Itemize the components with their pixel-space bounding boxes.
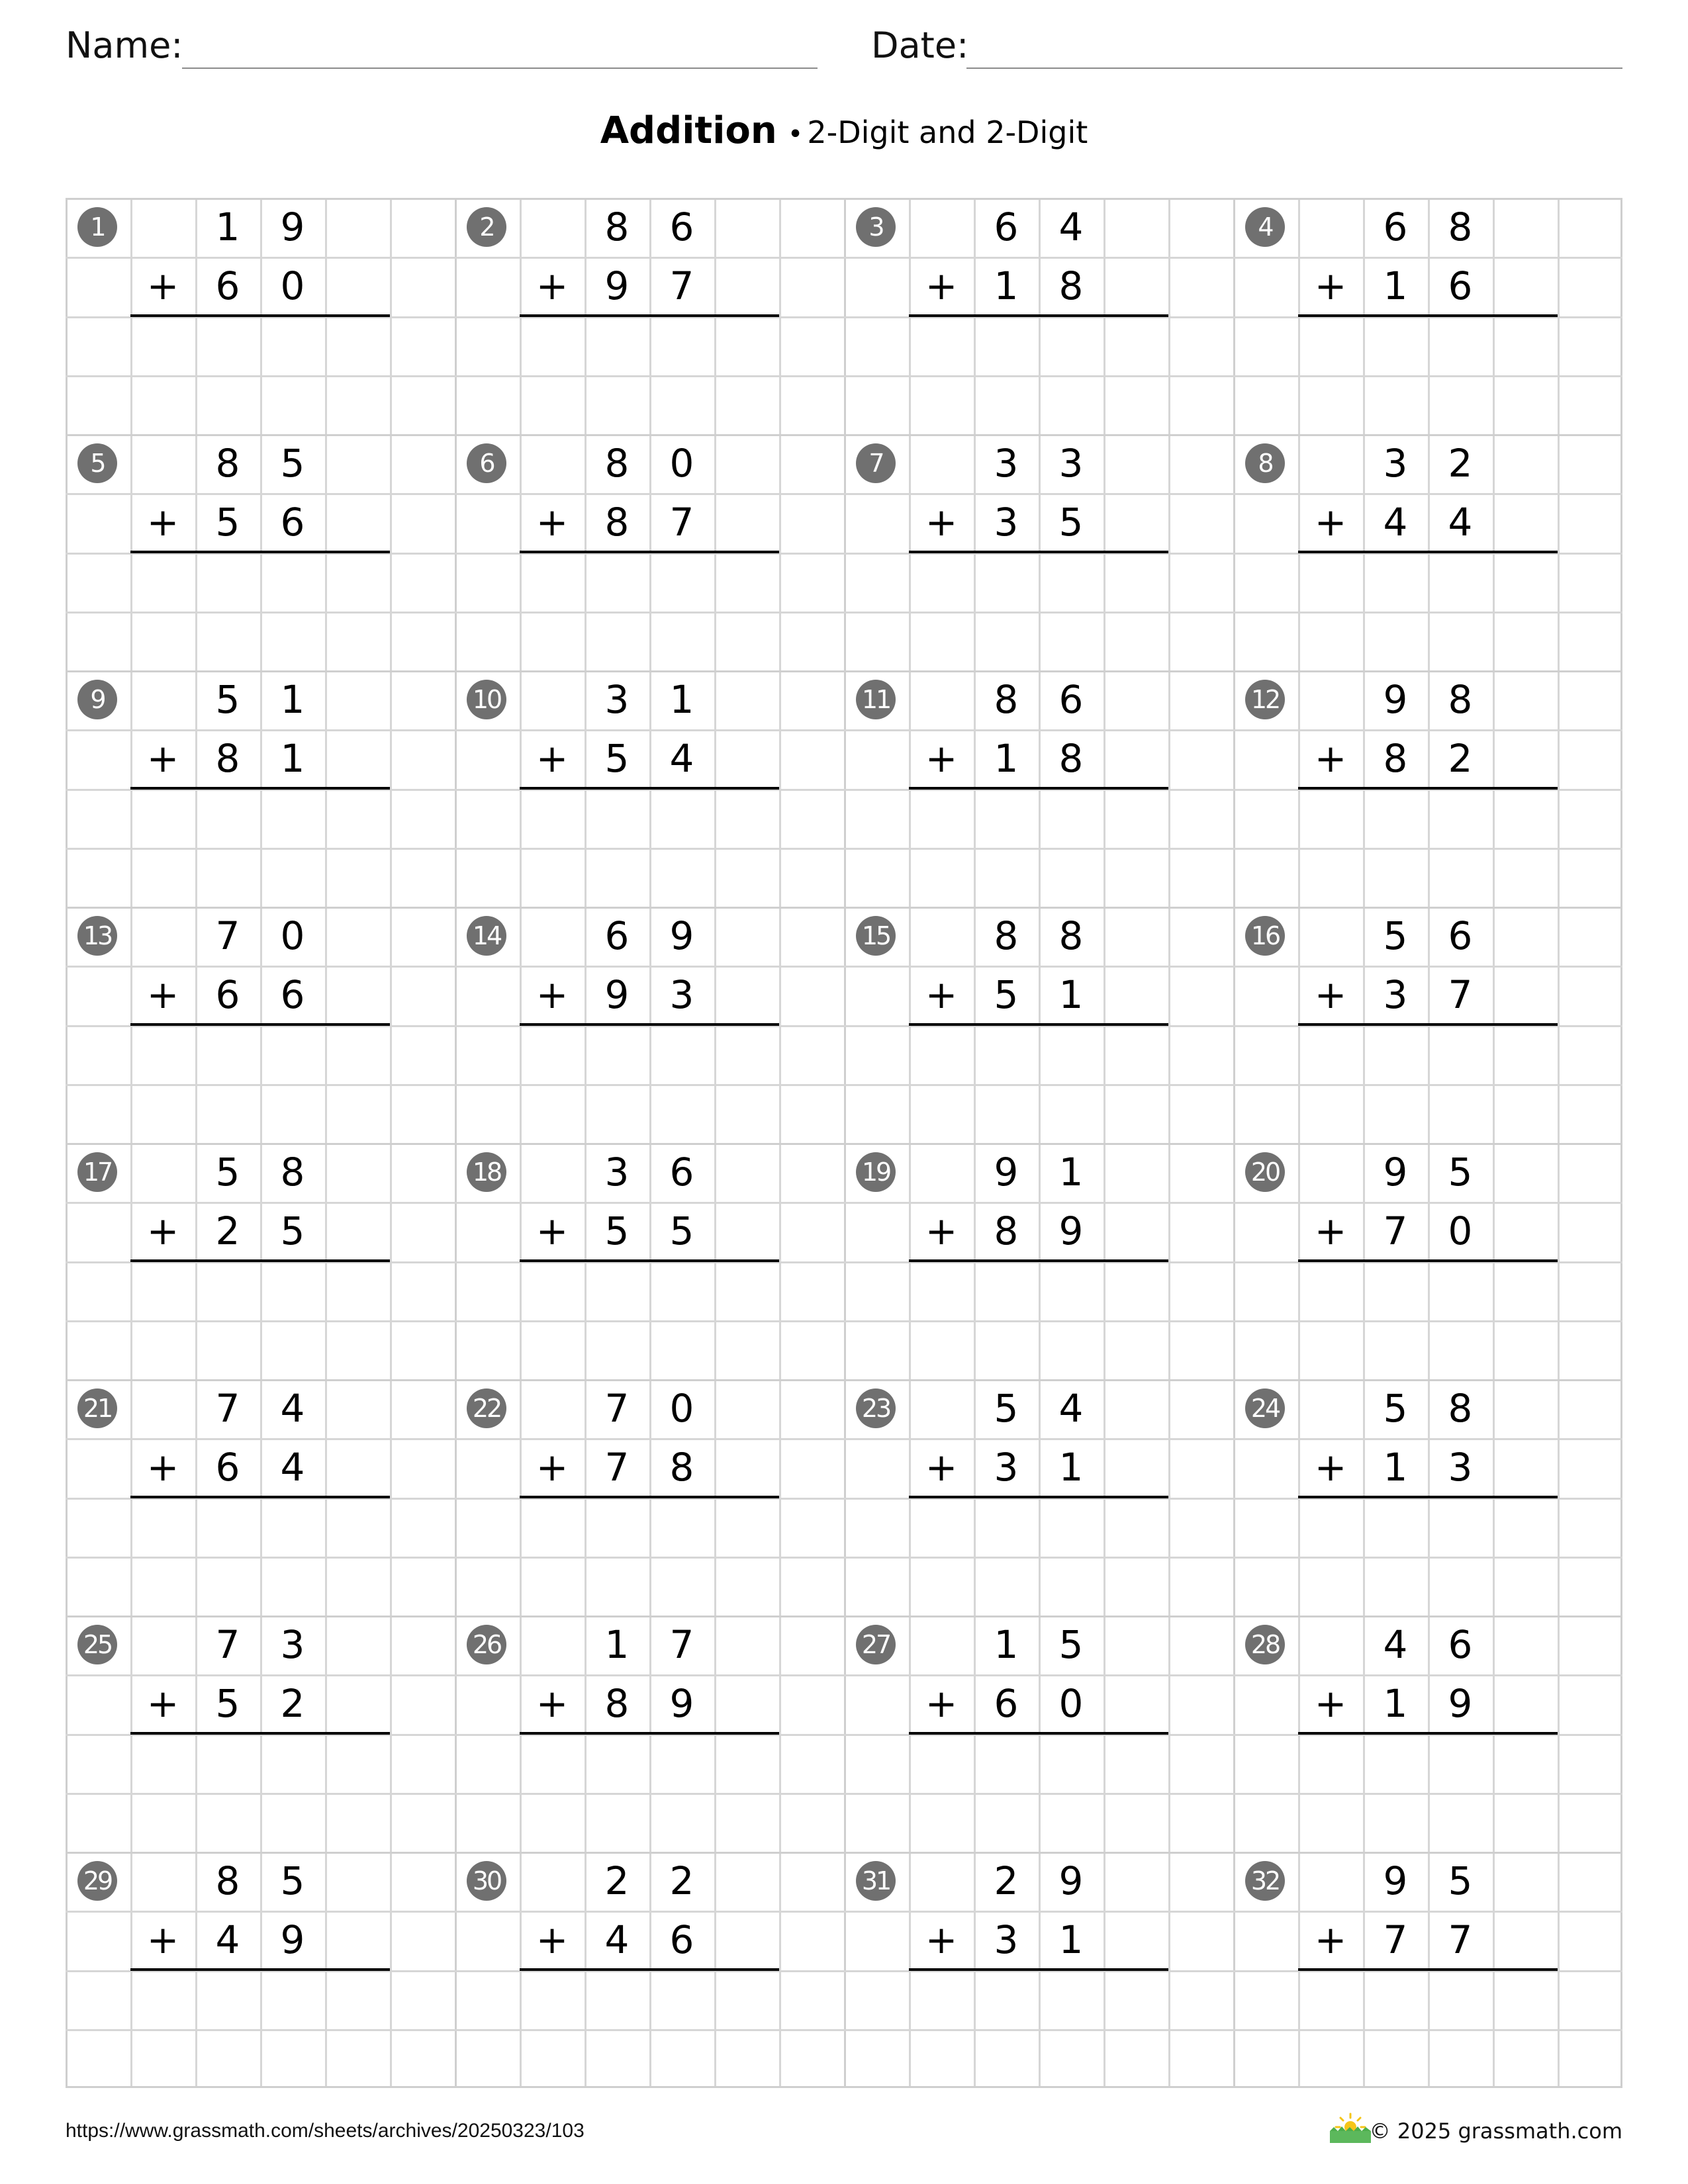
addend-bottom-tens: 5 [994, 972, 1019, 1017]
addend-top-ones: 8 [280, 1150, 305, 1195]
addend-bottom-tens: 8 [1383, 736, 1408, 781]
addend-top-tens: 3 [994, 441, 1019, 486]
worksheet-title [0, 105, 1688, 166]
plus-sign: + [1314, 500, 1347, 545]
name-label: Name: [66, 24, 183, 66]
addend-bottom-tens: 7 [1383, 1208, 1408, 1253]
addend-top-tens: 8 [994, 677, 1019, 722]
addend-bottom-tens: 1 [1383, 1445, 1408, 1490]
answer-area[interactable] [520, 317, 779, 430]
name-field[interactable] [182, 68, 818, 69]
addend-bottom-tens: 1 [1383, 1681, 1408, 1726]
answer-area[interactable] [130, 790, 390, 902]
addend-top-tens: 3 [604, 677, 630, 722]
plus-sign: + [1314, 263, 1347, 308]
addend-top-tens: 9 [994, 1150, 1019, 1195]
addend-top-ones: 3 [1058, 441, 1084, 486]
addend-bottom-ones: 4 [669, 736, 694, 781]
problem [455, 907, 844, 1143]
addend-top-ones: 1 [1058, 1150, 1084, 1195]
problem [66, 1143, 455, 1379]
problem [66, 907, 455, 1143]
answer-area[interactable] [1298, 1971, 1558, 2083]
addend-bottom-ones: 6 [1448, 263, 1473, 308]
plus-sign: + [146, 263, 179, 308]
addend-top-tens: 6 [994, 205, 1019, 250]
addend-bottom-tens: 8 [604, 500, 630, 545]
addend-top-tens: 4 [1383, 1622, 1408, 1667]
addend-bottom-tens: 6 [215, 972, 240, 1017]
addend-top-tens: 6 [604, 913, 630, 958]
answer-area[interactable] [909, 1262, 1168, 1375]
addend-bottom-ones: 0 [280, 263, 305, 308]
answer-area[interactable] [520, 1735, 779, 1847]
answer-area[interactable] [909, 790, 1168, 902]
addend-top-ones: 4 [280, 1386, 305, 1431]
problem [455, 670, 844, 907]
addend-bottom-ones: 7 [669, 500, 694, 545]
problem [844, 1379, 1233, 1615]
problem [1233, 1615, 1622, 1852]
plus-sign: + [1314, 972, 1347, 1017]
plus-sign: + [1314, 1208, 1347, 1253]
problem-number-badge: 29 [77, 1861, 117, 1901]
addend-bottom-tens: 5 [215, 1681, 240, 1726]
problem-number-badge: 23 [856, 1388, 896, 1428]
problem-number-badge: 24 [1245, 1388, 1285, 1428]
addend-bottom-tens: 3 [994, 1445, 1019, 1490]
problem [66, 434, 455, 670]
addend-bottom-ones: 7 [669, 263, 694, 308]
plus-sign: + [925, 263, 958, 308]
answer-area[interactable] [1298, 1262, 1558, 1375]
addend-top-ones: 8 [1448, 205, 1473, 250]
problem-number-badge: 28 [1245, 1625, 1285, 1664]
problem [66, 1852, 455, 2088]
problem [844, 670, 1233, 907]
addend-top-tens: 7 [215, 913, 240, 958]
copyright: © 2025 grassmath.com [1369, 2118, 1622, 2144]
addend-bottom-ones: 6 [280, 972, 305, 1017]
addend-top-ones: 5 [1448, 1150, 1473, 1195]
plus-sign: + [925, 1917, 958, 1962]
addend-top-ones: 0 [280, 913, 305, 958]
addend-top-tens: 5 [215, 1150, 240, 1195]
addend-bottom-ones: 6 [669, 1917, 694, 1962]
addend-bottom-tens: 5 [604, 736, 630, 781]
addend-top-tens: 3 [1383, 441, 1408, 486]
problem-number-badge: 32 [1245, 1861, 1285, 1901]
addend-top-ones: 7 [669, 1622, 694, 1667]
problem-number-badge: 16 [1245, 916, 1285, 956]
problem-number-badge: 19 [856, 1152, 896, 1192]
problem [844, 1615, 1233, 1852]
problem [455, 198, 844, 434]
addend-top-ones: 6 [669, 1150, 694, 1195]
addend-top-ones: 8 [1448, 677, 1473, 722]
addend-top-tens: 3 [604, 1150, 630, 1195]
problem-number-badge: 20 [1245, 1152, 1285, 1192]
problem-number-badge: 9 [77, 680, 117, 719]
addend-top-ones: 6 [1448, 1622, 1473, 1667]
problem [455, 1615, 844, 1852]
addend-top-tens: 1 [994, 1622, 1019, 1667]
plus-sign: + [536, 736, 569, 781]
plus-sign: + [925, 1681, 958, 1726]
problem-number-badge: 13 [77, 916, 117, 956]
plus-sign: + [536, 1445, 569, 1490]
problem-number-badge: 8 [1245, 443, 1285, 483]
addend-bottom-tens: 6 [994, 1681, 1019, 1726]
addend-bottom-ones: 5 [669, 1208, 694, 1253]
addend-bottom-ones: 9 [1058, 1208, 1084, 1253]
addend-top-ones: 9 [1058, 1858, 1084, 1903]
addend-bottom-tens: 1 [994, 736, 1019, 781]
addend-bottom-tens: 6 [215, 1445, 240, 1490]
answer-area[interactable] [909, 1498, 1168, 1611]
addend-bottom-ones: 5 [1058, 500, 1084, 545]
plus-sign: + [1314, 1917, 1347, 1962]
answer-area[interactable] [520, 1026, 779, 1138]
addend-top-ones: 9 [669, 913, 694, 958]
addend-bottom-tens: 3 [994, 1917, 1019, 1962]
addend-bottom-tens: 3 [1383, 972, 1408, 1017]
problem [844, 1143, 1233, 1379]
problem [844, 907, 1233, 1143]
problem [844, 198, 1233, 434]
addend-top-ones: 6 [669, 205, 694, 250]
problem [844, 434, 1233, 670]
answer-area[interactable] [1298, 317, 1558, 430]
addend-bottom-ones: 9 [1448, 1681, 1473, 1726]
addend-bottom-tens: 4 [604, 1917, 630, 1962]
problem [1233, 1852, 1622, 2088]
addend-top-tens: 8 [215, 1858, 240, 1903]
problem-number-badge: 11 [856, 680, 896, 719]
answer-area[interactable] [130, 1498, 390, 1611]
problem-number-badge: 17 [77, 1152, 117, 1192]
addend-bottom-ones: 7 [1448, 1917, 1473, 1962]
addend-top-ones: 0 [669, 1386, 694, 1431]
answer-area[interactable] [130, 553, 390, 666]
addend-bottom-ones: 8 [1058, 263, 1084, 308]
problem-number-badge: 12 [1245, 680, 1285, 719]
addend-top-tens: 5 [215, 677, 240, 722]
problem-number-badge: 14 [467, 916, 506, 956]
problem [66, 670, 455, 907]
problem [455, 434, 844, 670]
problem [1233, 434, 1622, 670]
addend-top-ones: 4 [1058, 1386, 1084, 1431]
addend-top-ones: 9 [280, 205, 305, 250]
addend-bottom-ones: 4 [1448, 500, 1473, 545]
problem [66, 1615, 455, 1852]
problem-number-badge: 18 [467, 1152, 506, 1192]
addend-top-ones: 5 [280, 441, 305, 486]
plus-sign: + [925, 736, 958, 781]
addend-top-ones: 2 [669, 1858, 694, 1903]
addend-top-tens: 9 [1383, 1858, 1408, 1903]
addend-bottom-ones: 2 [280, 1681, 305, 1726]
answer-area[interactable] [520, 1971, 779, 2083]
plus-sign: + [925, 972, 958, 1017]
addend-top-ones: 5 [1448, 1858, 1473, 1903]
answer-area[interactable] [909, 317, 1168, 430]
problem-number-badge: 10 [467, 680, 506, 719]
addend-top-tens: 9 [1383, 677, 1408, 722]
addend-bottom-ones: 6 [280, 500, 305, 545]
problem [66, 198, 455, 434]
addend-bottom-ones: 1 [1058, 1917, 1084, 1962]
problem-number-badge: 27 [856, 1625, 896, 1664]
problem [1233, 907, 1622, 1143]
addend-bottom-tens: 5 [604, 1208, 630, 1253]
addend-bottom-ones: 1 [1058, 972, 1084, 1017]
plus-sign: + [1314, 736, 1347, 781]
plus-sign: + [925, 500, 958, 545]
answer-area[interactable] [1298, 1026, 1558, 1138]
addend-bottom-tens: 7 [1383, 1917, 1408, 1962]
addend-bottom-tens: 4 [215, 1917, 240, 1962]
problem [1233, 1143, 1622, 1379]
addend-bottom-tens: 8 [215, 736, 240, 781]
answer-area[interactable] [130, 317, 390, 430]
addend-top-ones: 1 [280, 677, 305, 722]
addend-top-ones: 8 [1448, 1386, 1473, 1431]
addend-top-tens: 9 [1383, 1150, 1408, 1195]
addend-bottom-ones: 2 [1448, 736, 1473, 781]
addend-bottom-tens: 1 [1383, 263, 1408, 308]
addend-top-ones: 5 [1058, 1622, 1084, 1667]
addend-bottom-ones: 1 [1058, 1445, 1084, 1490]
plus-sign: + [536, 263, 569, 308]
answer-area[interactable] [1298, 1498, 1558, 1611]
addend-bottom-ones: 5 [280, 1208, 305, 1253]
answer-area[interactable] [909, 553, 1168, 666]
addend-bottom-ones: 8 [669, 1445, 694, 1490]
addend-bottom-tens: 1 [994, 263, 1019, 308]
problem-number-badge: 1 [77, 207, 117, 247]
source-url: https://www.grassmath.com/sheets/archives/20250323/103 [66, 2120, 585, 2142]
addend-top-ones: 6 [1448, 913, 1473, 958]
addend-bottom-ones: 9 [669, 1681, 694, 1726]
sun-over-grass-icon [1327, 2111, 1374, 2144]
addend-bottom-tens: 4 [1383, 500, 1408, 545]
addend-top-tens: 5 [1383, 1386, 1408, 1431]
addend-bottom-ones: 3 [669, 972, 694, 1017]
plus-sign: + [1314, 1445, 1347, 1490]
addend-top-tens: 7 [215, 1386, 240, 1431]
problem [66, 1379, 455, 1615]
answer-area[interactable] [130, 1026, 390, 1138]
date-field[interactable] [966, 68, 1622, 69]
plus-sign: + [146, 1917, 179, 1962]
addend-top-tens: 8 [604, 205, 630, 250]
plus-sign: + [925, 1208, 958, 1253]
addend-bottom-ones: 7 [1448, 972, 1473, 1017]
addend-top-tens: 1 [215, 205, 240, 250]
problem-number-badge: 6 [467, 443, 506, 483]
problem [455, 1852, 844, 2088]
problem-number-badge: 4 [1245, 207, 1285, 247]
addend-top-tens: 2 [604, 1858, 630, 1903]
answer-area[interactable] [130, 1735, 390, 1847]
addend-bottom-ones: 4 [280, 1445, 305, 1490]
answer-area[interactable] [520, 1498, 779, 1611]
addend-bottom-tens: 8 [994, 1208, 1019, 1253]
addend-bottom-tens: 6 [215, 263, 240, 308]
plus-sign: + [536, 1917, 569, 1962]
addend-top-tens: 8 [215, 441, 240, 486]
date-label: Date: [871, 24, 969, 66]
answer-area[interactable] [1298, 1735, 1558, 1847]
addend-top-tens: 6 [1383, 205, 1408, 250]
addend-bottom-tens: 5 [215, 500, 240, 545]
answer-area[interactable] [520, 790, 779, 902]
addend-top-ones: 2 [1448, 441, 1473, 486]
answer-area[interactable] [520, 1262, 779, 1375]
problem-number-badge: 2 [467, 207, 506, 247]
answer-area[interactable] [520, 553, 779, 666]
problem [455, 1379, 844, 1615]
problem-number-badge: 5 [77, 443, 117, 483]
addend-top-tens: 7 [215, 1622, 240, 1667]
problem-number-badge: 26 [467, 1625, 506, 1664]
addend-bottom-tens: 9 [604, 263, 630, 308]
plus-sign: + [536, 972, 569, 1017]
answer-area[interactable] [130, 1262, 390, 1375]
problem-number-badge: 25 [77, 1625, 117, 1664]
addend-bottom-tens: 7 [604, 1445, 630, 1490]
title-main: Addition [600, 109, 777, 152]
problem [455, 1143, 844, 1379]
answer-area[interactable] [909, 1971, 1168, 2083]
addend-bottom-tens: 2 [215, 1208, 240, 1253]
plus-sign: + [146, 736, 179, 781]
problem-number-badge: 22 [467, 1388, 506, 1428]
addend-bottom-ones: 1 [280, 736, 305, 781]
addend-top-tens: 5 [994, 1386, 1019, 1431]
addend-top-tens: 5 [1383, 913, 1408, 958]
addend-bottom-tens: 8 [604, 1681, 630, 1726]
plus-sign: + [536, 500, 569, 545]
addend-top-ones: 6 [1058, 677, 1084, 722]
problem [1233, 1379, 1622, 1615]
answer-area[interactable] [909, 1026, 1168, 1138]
addend-top-tens: 2 [994, 1858, 1019, 1903]
plus-sign: + [536, 1208, 569, 1253]
plus-sign: + [146, 1445, 179, 1490]
answer-area[interactable] [1298, 790, 1558, 902]
problem-grid [66, 198, 1622, 2088]
plus-sign: + [146, 972, 179, 1017]
addend-bottom-ones: 3 [1448, 1445, 1473, 1490]
plus-sign: + [536, 1681, 569, 1726]
title-subtitle: 2-Digit and 2-Digit [807, 114, 1088, 150]
answer-area[interactable] [909, 1735, 1168, 1847]
plus-sign: + [1314, 1681, 1347, 1726]
addend-top-tens: 8 [994, 913, 1019, 958]
problem-number-badge: 31 [856, 1861, 896, 1901]
answer-area[interactable] [130, 1971, 390, 2083]
addend-top-ones: 0 [669, 441, 694, 486]
problem-number-badge: 3 [856, 207, 896, 247]
addend-top-ones: 4 [1058, 205, 1084, 250]
addend-bottom-tens: 3 [994, 500, 1019, 545]
addend-top-tens: 1 [604, 1622, 630, 1667]
plus-sign: + [925, 1445, 958, 1490]
problem [1233, 670, 1622, 907]
addend-bottom-ones: 0 [1448, 1208, 1473, 1253]
problem [844, 1852, 1233, 2088]
problem-number-badge: 15 [856, 916, 896, 956]
plus-sign: + [146, 1681, 179, 1726]
addend-top-ones: 8 [1058, 913, 1084, 958]
problem [1233, 198, 1622, 434]
addend-top-tens: 7 [604, 1386, 630, 1431]
addend-bottom-tens: 9 [604, 972, 630, 1017]
addend-bottom-ones: 8 [1058, 736, 1084, 781]
addend-top-ones: 5 [280, 1858, 305, 1903]
answer-area[interactable] [1298, 553, 1558, 666]
addend-bottom-ones: 0 [1058, 1681, 1084, 1726]
problem-number-badge: 30 [467, 1861, 506, 1901]
title-separator: • [787, 119, 804, 150]
addend-top-ones: 1 [669, 677, 694, 722]
addend-top-ones: 3 [280, 1622, 305, 1667]
addend-top-tens: 8 [604, 441, 630, 486]
problem-number-badge: 7 [856, 443, 896, 483]
plus-sign: + [146, 500, 179, 545]
problem-number-badge: 21 [77, 1388, 117, 1428]
addend-bottom-ones: 9 [280, 1917, 305, 1962]
plus-sign: + [146, 1208, 179, 1253]
